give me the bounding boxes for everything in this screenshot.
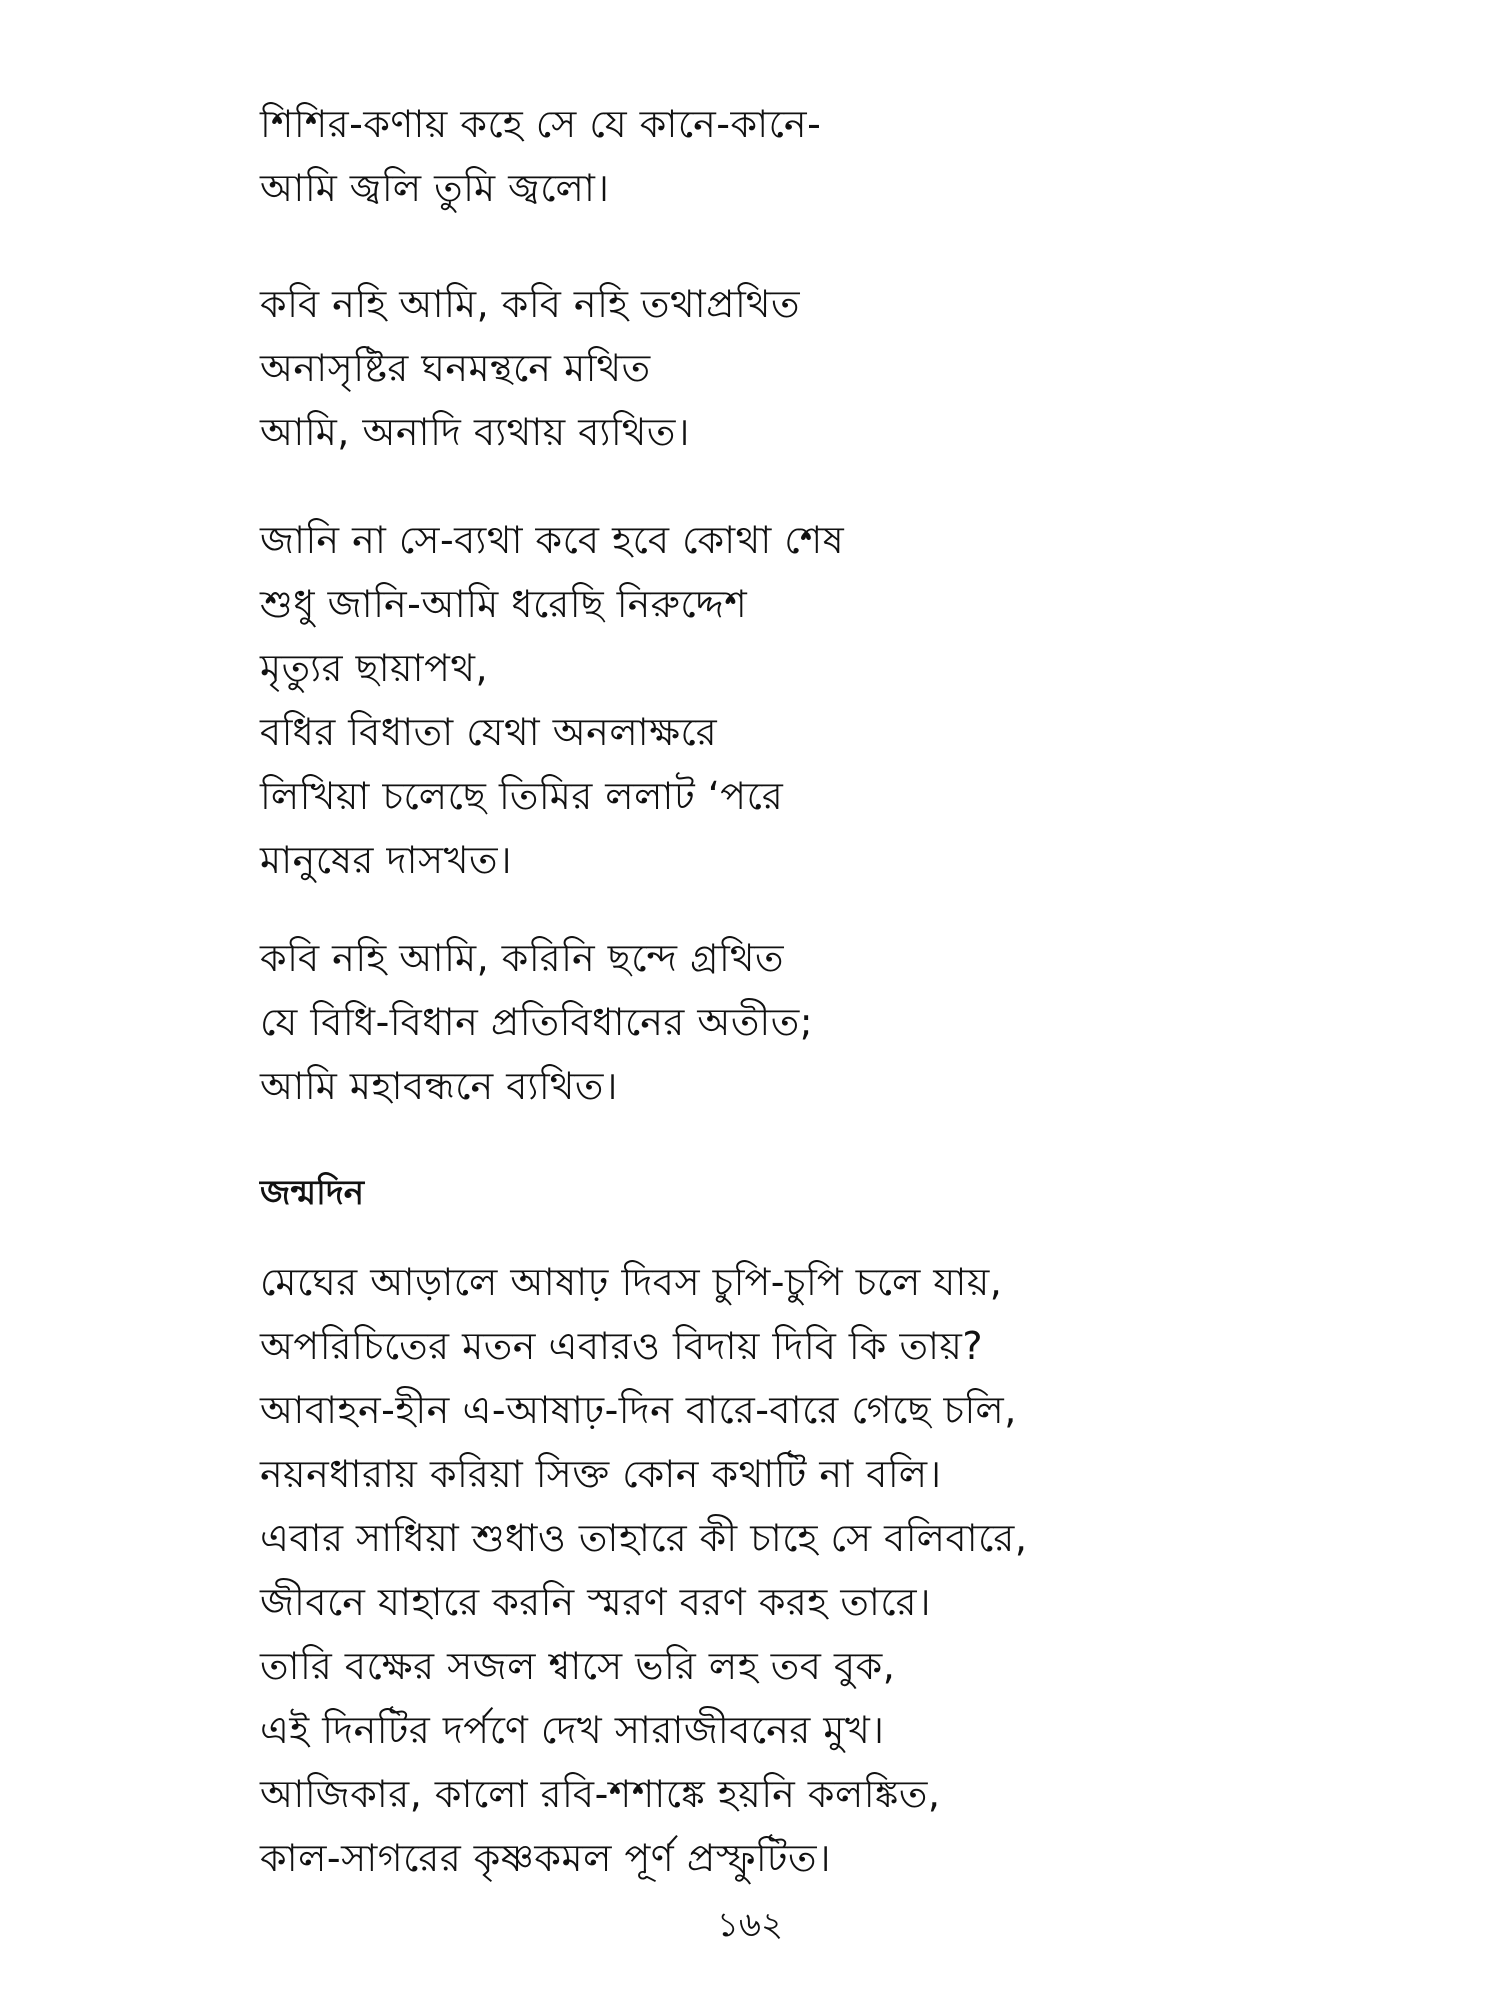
poem-line: নয়নধারায় করিয়া সিক্ত কোন কথাটি না বলি। [260,1452,942,1496]
poem-line: বধির বিধাতা যেথা অনলাক্ষরে [260,710,718,754]
poem-title: জন্মদিন [260,1173,365,1213]
poem-line: শিশির-কণায় কহে সে যে কানে-কানে- [260,102,822,146]
stanza-3 [260,508,1410,892]
poem-line: অনাসৃষ্টির ঘনমন্থনে মথিত [260,346,651,390]
stanza-2 [260,272,1410,464]
poem-line: যে বিধি-বিধান প্রতিবিধানের অতীত; [260,1000,814,1044]
poem-line: এবার সাধিয়া শুধাও তাহারে কী চাহে সে বলিবারে, [260,1516,1028,1560]
stanza-1 [260,92,1410,220]
stanza-5 [260,1250,1410,1890]
stanza-4 [260,926,1410,1118]
poem-line: মৃত্যুর ছায়াপথ, [260,646,489,690]
poem-line: এই দিনটির দর্পণে দেখ সারাজীবনের মুখ। [260,1708,885,1752]
page-number: ১৬২ [716,1905,784,1945]
poem-line: জীবনে যাহারে করনি স্মরণ বরণ করহ তারে। [260,1580,932,1624]
poem-line: আজিকার, কালো রবি-শশাঙ্কে হয়নি কলঙ্কিত, [260,1772,941,1816]
poem-line: অপরিচিতের মতন এবারও বিদায় দিবি কি তায়? [260,1324,984,1368]
poem-line: মানুষের দাসখত। [260,838,513,882]
poem-line: আমি জ্বলি তুমি জ্বলো। [260,166,610,210]
poem-line: শুধু জানি-আমি ধরেছি নিরুদ্দেশ [260,582,748,626]
poem-line: আবাহন-হীন এ-আষাঢ়-দিন বারে-বারে গেছে চলি, [260,1388,1017,1432]
poem-line: কবি নহি আমি, করিনি ছন্দে গ্রথিত [260,936,785,980]
poem-line: তারি বক্ষের সজল শ্বাসে ভরি লহ তব বুক, [260,1644,896,1688]
poem-line: জানি না সে-ব্যথা কবে হবে কোথা শেষ [260,518,845,562]
poem-line: মেঘের আড়ালে আষাঢ় দিবস চুপি-চুপি চলে যায়, [260,1260,1003,1304]
poem-line: কাল-সাগরের কৃষ্ণকমল পূর্ণ প্রস্ফুটিত। [260,1836,832,1880]
poem-line: আমি মহাবন্ধনে ব্যথিত। [260,1064,618,1108]
poem-line: কবি নহি আমি, কবি নহি তথাপ্রথিত [260,282,801,326]
poem-line: আমি, অনাদি ব্যথায় ব্যথিত। [260,410,690,454]
poem-line: লিখিয়া চলেছে তিমির ললাট ‘পরে [260,774,784,818]
